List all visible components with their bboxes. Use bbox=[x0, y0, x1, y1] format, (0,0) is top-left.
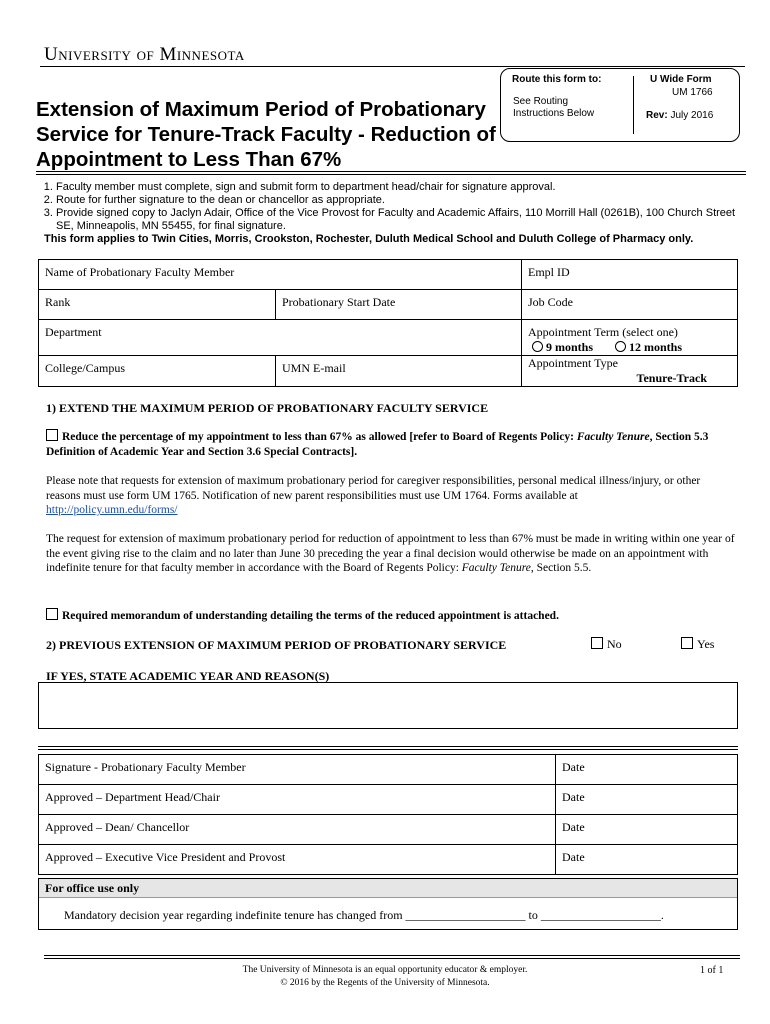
no-option[interactable]: No bbox=[591, 637, 622, 652]
page-title: Extension of Maximum Period of Probationary Service for Tenure-Track Faculty - Reduction of Appointment to Less Than 67% bbox=[36, 98, 496, 171]
name-field[interactable] bbox=[39, 260, 522, 290]
empl-id-label: Empl ID bbox=[528, 265, 570, 279]
signature-table bbox=[38, 754, 738, 875]
signature-faculty-field[interactable]: Signature - Probationary Faculty Member bbox=[39, 755, 556, 785]
faculty-info-table bbox=[38, 259, 738, 387]
section2-title: 2) PREVIOUS EXTENSION OF MAXIMUM PERIOD OF PROBATIONARY SERVICE bbox=[46, 638, 507, 652]
empl-id-field[interactable] bbox=[522, 260, 738, 290]
form-name: U Wide Form bbox=[650, 74, 712, 85]
start-date-field[interactable] bbox=[276, 290, 522, 320]
appointment-type-field bbox=[522, 356, 738, 387]
memorandum-checkbox[interactable] bbox=[46, 608, 58, 620]
route-label: Route this form to: bbox=[512, 74, 602, 85]
date-field[interactable]: Date bbox=[556, 785, 738, 815]
university-logo: University of Minnesota bbox=[44, 44, 245, 65]
copyright-note: © 2016 by the Regents of the University of Minnesota. bbox=[280, 978, 490, 988]
yes-option[interactable]: Yes bbox=[681, 637, 714, 652]
applies-note: This form applies to Twin Cities, Morris, Crookston, Rochester, Duluth Medical School and Duluth College of Pharmacy only. bbox=[44, 233, 694, 245]
equal-opportunity-note: The University of Minnesota is an equal opportunity educator & employer. bbox=[242, 965, 528, 975]
email-label: UMN E-mail bbox=[282, 361, 346, 375]
start-date-label: Probationary Start Date bbox=[282, 295, 396, 309]
department-field[interactable] bbox=[39, 320, 522, 356]
revision-line bbox=[646, 110, 713, 121]
date-field[interactable]: Date bbox=[556, 755, 738, 785]
rev-value: July 2016 bbox=[670, 110, 714, 121]
reduce-policy: Faculty Tenure bbox=[576, 431, 650, 443]
term-9-months[interactable]: 9 months bbox=[532, 340, 593, 354]
name-label: Name of Probationary Faculty Member bbox=[45, 265, 235, 279]
header-rule bbox=[40, 66, 745, 67]
radio-12-months-icon[interactable] bbox=[615, 341, 626, 352]
title-rule-top bbox=[36, 171, 746, 172]
footer-rule-bottom bbox=[44, 958, 740, 959]
term-12-months[interactable]: 12 months bbox=[615, 340, 682, 354]
page-number: 1 of 1 bbox=[700, 965, 724, 976]
yes-checkbox[interactable] bbox=[681, 637, 693, 649]
signature-rule-bottom bbox=[38, 749, 738, 750]
forms-link[interactable]: http://policy.umn.edu/forms/ bbox=[46, 504, 178, 516]
routing-divider bbox=[633, 76, 634, 134]
form-number: UM 1766 bbox=[672, 87, 713, 98]
section1-title: 1) EXTEND THE MAXIMUM PERIOD OF PROBATIONARY FACULTY SERVICE bbox=[46, 401, 489, 415]
rank-field[interactable] bbox=[39, 290, 276, 320]
office-use-box bbox=[38, 878, 738, 930]
reason-textarea[interactable] bbox=[38, 682, 738, 729]
office-use-title: For office use only bbox=[39, 879, 737, 898]
job-code-field[interactable] bbox=[522, 290, 738, 320]
department-label: Department bbox=[45, 325, 102, 339]
signature-dept-head-field[interactable]: Approved – Department Head/Chair bbox=[39, 785, 556, 815]
radio-9-months-icon[interactable] bbox=[532, 341, 543, 352]
date-field[interactable]: Date bbox=[556, 845, 738, 875]
memorandum-option: Required memorandum of understanding detailing the terms of the reduced appointment is attached. bbox=[46, 608, 559, 622]
instructions bbox=[44, 181, 744, 246]
rev-label: Rev: bbox=[646, 110, 668, 121]
date-field[interactable]: Date bbox=[556, 815, 738, 845]
appointment-term-field bbox=[522, 320, 738, 356]
college-field[interactable] bbox=[39, 356, 276, 387]
reduce-checkbox[interactable] bbox=[46, 429, 58, 441]
job-code-label: Job Code bbox=[528, 295, 573, 309]
request-paragraph: The request for extension of maximum probationary period for reduction of appointment to less than 67% must be made in writing within one year of the event giving rise to the claim and no later than June 30 preceding the year a final decision would otherwise be made on an appointment with indefinite tenure for that faculty member in accordance with the Board of Regents Policy: Faculty Tenure, Section 5.5. bbox=[46, 533, 735, 574]
type-label: Appointment Type bbox=[528, 356, 618, 370]
signature-rule-top bbox=[38, 746, 738, 747]
reduce-option: Reduce the percentage of my appointment to less than 67% as allowed [refer to Board of Regents Policy: Faculty Tenure, Section 5.3 Definition of Academic Year and Section 3.6 Special Contracts]. bbox=[46, 431, 709, 458]
instruction-item: 2. Route for further signature to the dean or chancellor as appropriate. bbox=[56, 194, 744, 207]
signature-provost-field[interactable]: Approved – Executive Vice President and Provost bbox=[39, 845, 556, 875]
email-field[interactable] bbox=[276, 356, 522, 387]
instruction-item: 1. Faculty member must complete, sign and submit form to department head/chair for signature approval. bbox=[56, 181, 744, 194]
type-value: Tenure-Track bbox=[636, 371, 707, 385]
if-yes-label: IF YES, STATE ACADEMIC YEAR AND REASON(S) bbox=[46, 669, 330, 683]
route-instructions: See Routing Instructions Below bbox=[513, 96, 595, 119]
mandatory-decision-line: Mandatory decision year regarding indefinite tenure has changed from ____________________ to ____________________. bbox=[64, 908, 664, 922]
instruction-item: 3. Provide signed copy to Jaclyn Adair, Office of the Vice Provost for Faculty and Academic Affairs, 110 Morrill Hall (0261B), 100 Church Street SE, Minneapolis, MN 55455, for final signature. bbox=[56, 207, 744, 233]
college-label: College/Campus bbox=[45, 361, 125, 375]
term-label: Appointment Term (select one) bbox=[528, 325, 678, 339]
no-checkbox[interactable] bbox=[591, 637, 603, 649]
note-paragraph: Please note that requests for extension of maximum probationary period for caregiver responsibilities, personal medical illness/injury, or other reasons must use form UM 1765. Notification of new parent responsibilities must use UM 1764. Forms available at http://policy.umn.edu/forms/ bbox=[46, 475, 701, 516]
footer-rule-top bbox=[44, 955, 740, 956]
rank-label: Rank bbox=[45, 295, 71, 309]
request-policy: Faculty Tenure bbox=[461, 562, 531, 574]
title-rule-bottom bbox=[36, 174, 746, 175]
signature-dean-field[interactable]: Approved – Dean/ Chancellor bbox=[39, 815, 556, 845]
